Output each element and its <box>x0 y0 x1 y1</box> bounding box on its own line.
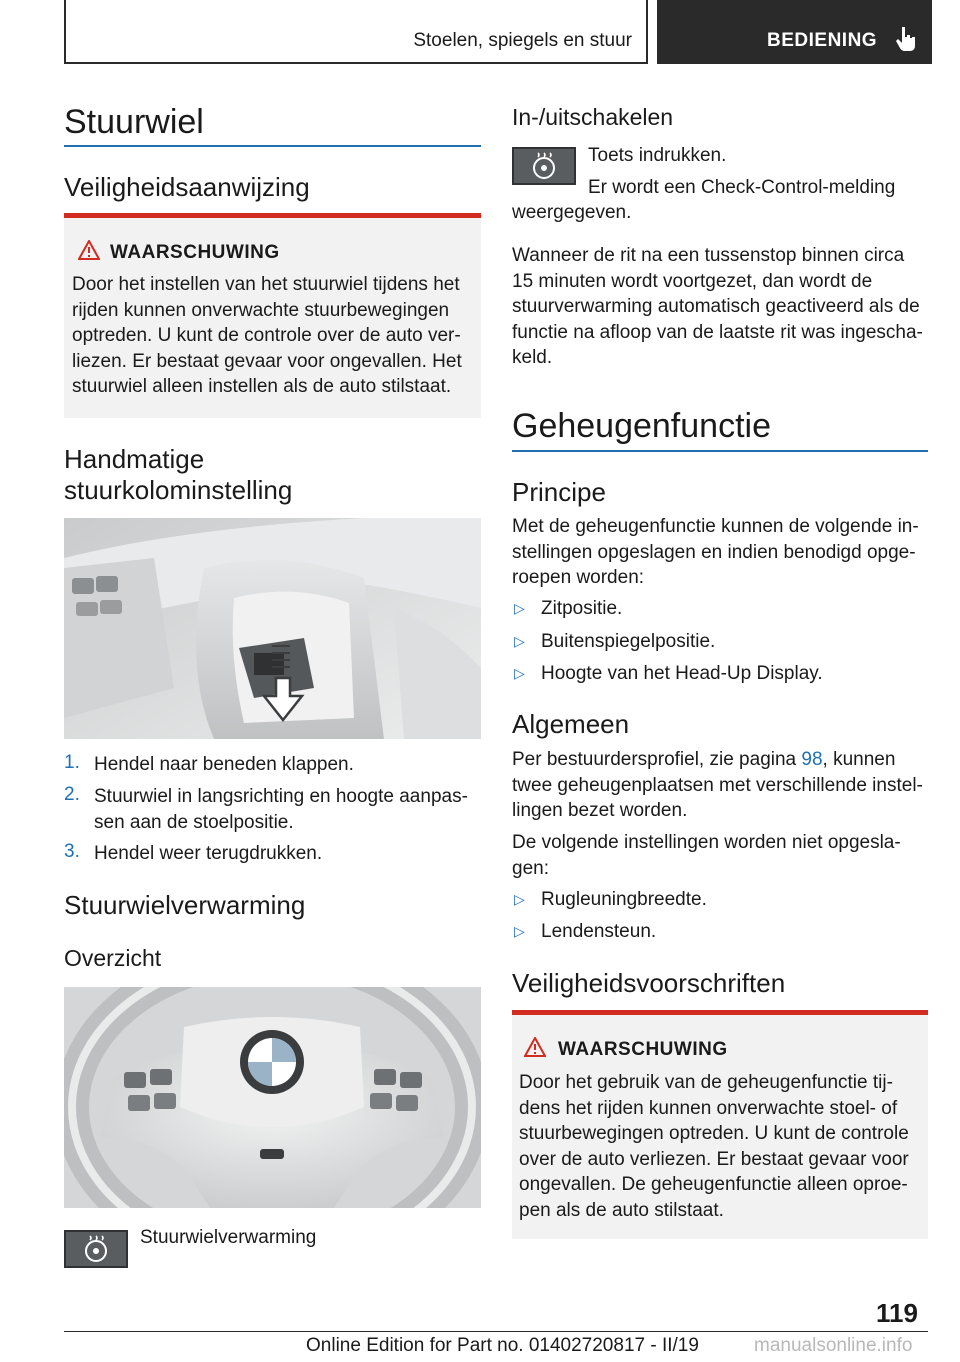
general-text: Per bestuurdersprofiel, zie pagina <box>512 749 802 770</box>
step-line: Stuurwiel in langsrichting en hoogte aanpas- <box>94 786 468 807</box>
overview-heading: Overzicht <box>64 945 162 971</box>
warning-2-title: WAARSCHUWING <box>558 1039 728 1060</box>
page-number: 119 <box>876 1298 918 1328</box>
manual-adjust-heading-line: stuurkolominstelling <box>64 475 293 505</box>
triangle-bullet-icon: ▷ <box>514 665 525 681</box>
steering-heat-icon <box>514 149 574 183</box>
manual-adjust-heading-line: Handmatige <box>64 444 205 474</box>
general-item: Lendensteun. <box>541 921 657 942</box>
warning-box-1 <box>64 218 481 418</box>
paragraph-line: 15 minuten wordt voortgezet, dan wordt de <box>512 270 873 292</box>
steering-wheel-image <box>64 987 481 1208</box>
steering-column-image <box>64 518 481 739</box>
principle-item: Hoogte van het Head-Up Display. <box>541 663 823 684</box>
footer-watermark: manualsonline.info <box>754 1335 913 1356</box>
steering-heat-button <box>512 147 576 185</box>
header-chapter-tab <box>657 0 932 64</box>
warning-1-line: optreden. U kunt de controle over de auto ver- <box>72 325 461 346</box>
principle-heading: Principe <box>512 477 606 507</box>
general-paragraph-2 <box>512 830 928 881</box>
paragraph-line: De volgende instellingen worden niet opgesla- <box>512 832 901 853</box>
paragraph-line: roepen worden: <box>512 567 645 588</box>
warning-2-line: stuurbewegingen optreden. U kunt de controle <box>519 1123 909 1144</box>
onoff-heading: In-/uitschakelen <box>512 104 674 130</box>
memory-rule <box>512 450 928 452</box>
onoff-paragraph <box>512 243 928 371</box>
paragraph-line: twee geheugenplaatsen met verschillende instel- <box>512 774 923 796</box>
warning-triangle-icon <box>78 240 100 265</box>
page-98-link[interactable]: 98 <box>801 749 823 770</box>
paragraph-line: stuurverwarming automatisch geactiveerd als de <box>512 296 920 317</box>
footer-edition: Online Edition for Part no. 01402720817 - II/19 <box>306 1335 699 1356</box>
general-text: , kunnen <box>822 749 896 770</box>
manual-adjust-heading <box>64 444 292 506</box>
step-line: sen aan de stoelpositie. <box>94 811 294 833</box>
steering-heat-button <box>64 1230 128 1268</box>
step-text <box>94 784 468 835</box>
step-text <box>94 752 354 778</box>
hand-pointer-icon <box>894 26 916 52</box>
principle-item: Buitenspiegelpositie. <box>541 631 716 652</box>
safety-rules-heading: Veiligheidsvoorschriften <box>512 968 786 998</box>
triangle-bullet-icon: ▷ <box>514 923 525 939</box>
paragraph-line: stellingen opgeslagen en indien benodigd opge- <box>512 541 916 563</box>
step-text <box>94 841 322 867</box>
principle-paragraph <box>512 514 928 591</box>
warning-1-line: Door het instellen van het stuurwiel tijdens het <box>72 274 460 295</box>
page-title: Stuurwiel <box>64 103 204 141</box>
step-number: 1. <box>64 752 80 773</box>
paragraph-line: functie na afloop van de laatste rit was ingescha- <box>512 321 923 343</box>
steering-heat-icon <box>66 1232 126 1266</box>
warning-1-line: liezen. Er bestaat gevaar voor ongevallen. Het <box>72 350 462 372</box>
heating-heading: Stuurwielverwarming <box>64 890 306 920</box>
footer-rule <box>64 1331 928 1332</box>
triangle-bullet-icon: ▷ <box>514 600 525 616</box>
warning-triangle-icon <box>524 1037 546 1062</box>
paragraph-line: lingen bezet worden. <box>512 800 688 821</box>
step-line: Hendel naar beneden klappen. <box>94 754 354 775</box>
warning-2-line: dens het rijden kunnen onverwachte stoel- of <box>519 1097 898 1119</box>
header-chapter-label: BEDIENING <box>767 30 878 51</box>
principle-item: Zitpositie. <box>541 598 623 619</box>
title-rule <box>64 145 481 147</box>
onoff-line2b: weergegeven. <box>512 202 632 223</box>
heating-caption: Stuurwielverwarming <box>140 1227 317 1248</box>
triangle-bullet-icon: ▷ <box>514 633 525 649</box>
general-paragraph <box>512 747 928 824</box>
triangle-bullet-icon: ▷ <box>514 891 525 907</box>
warning-1-text <box>72 272 477 400</box>
onoff-line2a: Er wordt een Check-Control-melding <box>588 177 896 198</box>
paragraph-line: gen: <box>512 857 549 879</box>
paragraph-line: Wanneer de rit na een tussenstop binnen circa <box>512 245 905 266</box>
onoff-line1: Toets indrukken. <box>588 145 727 166</box>
memory-heading: Geheugenfunctie <box>512 407 771 445</box>
warning-2-line: Door het gebruik van de geheugenfunctie tij- <box>519 1072 893 1093</box>
step-line: Hendel weer terugdrukken. <box>94 843 323 864</box>
general-line-1 <box>512 747 928 773</box>
warning-2-line: pen als de auto stilstaat. <box>519 1199 724 1221</box>
paragraph-line: keld. <box>512 347 553 368</box>
warning-2-line: ongevallen. De geheugenfunctie alleen oproe- <box>519 1174 908 1195</box>
general-heading: Algemeen <box>512 709 630 739</box>
warning-1-line: stuurwiel alleen instellen als de auto stilstaat. <box>72 376 452 397</box>
general-item: Rugleuningbreedte. <box>541 889 707 910</box>
paragraph-line: Met de geheugenfunctie kunnen de volgende in- <box>512 516 919 537</box>
header-section-title: Stoelen, spiegels en stuur <box>413 30 632 51</box>
warning-2-text <box>519 1070 924 1223</box>
warning-box-2 <box>512 1015 928 1239</box>
step-number: 2. <box>64 784 80 805</box>
step-number: 3. <box>64 841 80 862</box>
warning-2-line: over de auto verliezen. Er bestaat gevaar voor <box>519 1148 909 1170</box>
header-section-box <box>64 0 648 64</box>
warning-1-title: WAARSCHUWING <box>110 242 280 263</box>
warning-1-line: rijden kunnen onverwachte stuurbewegingen <box>72 299 450 321</box>
safety-heading: Veiligheidsaanwijzing <box>64 172 310 202</box>
